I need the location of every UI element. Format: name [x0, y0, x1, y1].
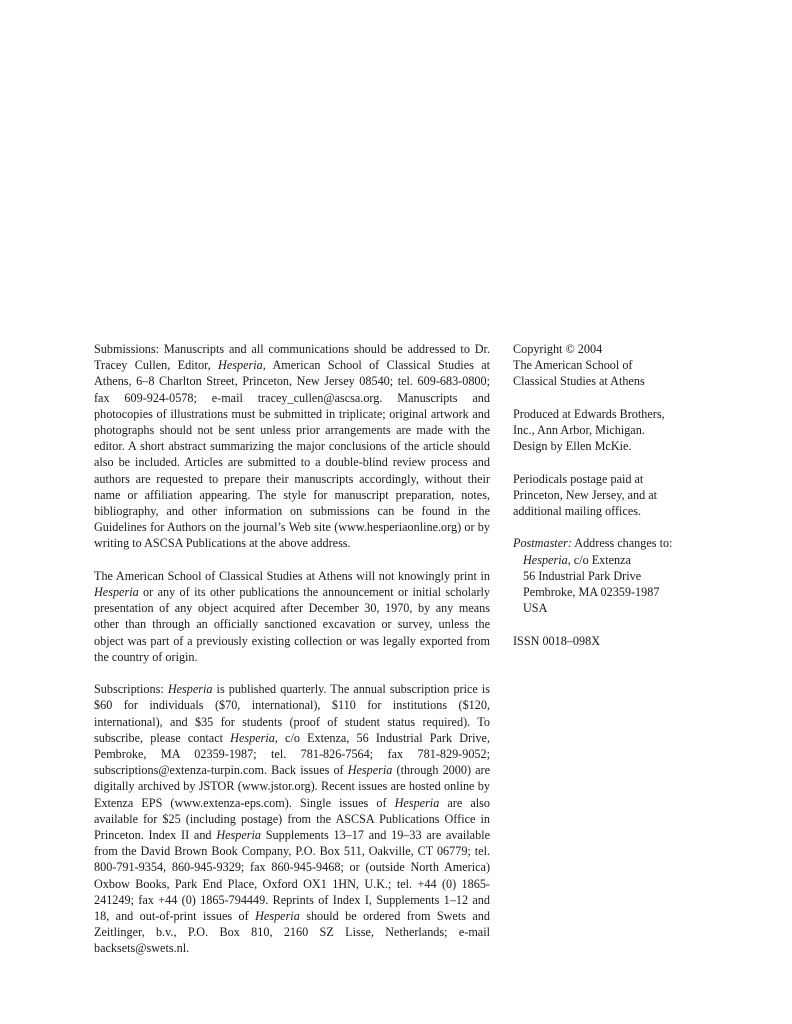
journal-title: Hesperia [394, 795, 440, 810]
journal-title: Hesperia [216, 828, 261, 843]
address-line: Pembroke, MA 02359-1987 [523, 585, 660, 599]
main-column [94, 341, 490, 973]
journal-title: Hesperia [230, 730, 275, 745]
policy-text-2: or any of its other publications the announcement or initial scholarly presentation of any object acquired after December 30, 1970, by any means other than through an officially sanctioned excavation or survey, unless the object was part of a previously existing collection or was legally exported from the country of origin. [94, 585, 490, 664]
subscriptions-text-1: Subscriptions: [94, 682, 168, 697]
journal-title: Hesperia [347, 763, 393, 778]
subscriptions-text-4: (through 2000) are digitally archived by JSTOR (www.jstor.org). Recent issues are hosted online by Extenza EPS (www.extenza-eps.com). Single issues of [94, 763, 490, 810]
subscriptions-text-5: are also available for $25 (including postage) from the ASCSA Publications Office in Princeton. Index II and [94, 795, 490, 843]
copyright-line: Copyright © 2004 [513, 342, 603, 356]
postmaster-heading [513, 535, 713, 551]
submissions-text-1: Submissions: Manuscripts and all communications should be addressed to Dr. Tracey Cullen, Editor, [94, 342, 490, 373]
subscriptions-text-7: should be ordered from Swets and Zeitlinger, b.v., P.O. Box 810, 2160 SZ Lisse, Netherlands; e-mail backsets@swets.nl. [94, 909, 490, 956]
journal-title: Hesperia [218, 358, 263, 373]
acquisition-policy-paragraph [94, 568, 490, 665]
postage-line: additional mailing offices. [513, 504, 642, 518]
submissions-text-2: , American School of Classical Studies at Athens, 6–8 Charlton Street, Princeton, New Jersey 08540; tel. 609-683-0800; fax 609-924-0578; e-mail tracey_cullen@ascsa.org. Manuscripts and photocopies of illustrations must be submitted in triplicate; original artwork and photographs should not be sent unless prior arrangements are made with the editor. A short abstract summarizing the major conclusions of the article should also be included. Articles are submitted to a double-blind review process and authors are requested to prepare their manuscripts accordingly, without their name or affiliation appearing. The style for manuscript preparation, notes, bibliography, and other information on submissions can be found in the Guidelines for Authors on the journal’s Web site (www.hesperiaonline.org) or by writing to ASCSA Publications at the above address. [94, 358, 490, 551]
address-line: USA [523, 601, 548, 616]
issn-block [513, 633, 713, 649]
journal-title: Hesperia [255, 909, 300, 924]
copyright-line: Classical Studies at Athens [513, 374, 645, 389]
issn-number: ISSN 0018–098X [513, 633, 601, 648]
copyright-block [513, 341, 713, 390]
address-line [513, 552, 713, 568]
subscriptions-paragraph [94, 681, 490, 956]
postmaster-text: Address changes to: [571, 536, 673, 551]
policy-text-1: The American School of Classical Studies at Athens will not knowingly print in [94, 568, 490, 583]
copyright-line: The American School of [513, 358, 633, 373]
postage-block [513, 471, 713, 520]
address-line-rest: , c/o Extenza [567, 552, 631, 567]
subscriptions-text-3: , c/o Extenza, 56 Industrial Park Drive, Pembroke, MA 02359-1987; tel. 781-826-7564; fax 781-829-9052; subscriptions@extenza-turpin.com. Back issues of [94, 730, 491, 778]
production-block [513, 406, 713, 455]
production-line: Inc., Ann Arbor, Michigan. [513, 423, 645, 437]
subscriptions-text-2: is published quarterly. The annual subscription price is $60 for individuals ($70, international), $110 for institutions ($120, international), and $35 for students (proof of student status required). To subscribe, please contact [94, 682, 491, 745]
postmaster-block [513, 535, 713, 616]
postmaster-label: Postmaster: [513, 536, 572, 551]
journal-title: Hesperia [167, 682, 213, 697]
journal-title: Hesperia [94, 585, 139, 600]
submissions-paragraph [94, 341, 490, 552]
journal-title: Hesperia [523, 552, 568, 567]
postage-line: Periodicals postage paid at [513, 471, 644, 486]
production-line: Design by Ellen McKie. [513, 439, 632, 454]
subscriptions-text-6: Supplements 13–17 and 19–33 are available from the David Brown Book Company, P.O. Box 511, Oakville, CT 06779; tel. 800-791-9354, 860-945-9329; fax 860-945-9468; or (outside North America) Oxbow Books, Park End Place, Oxford OX1 1HN, U.K.; tel. +44 (0) 1865-241249; fax +44 (0) 1865-794449. Reprints of Index I, Supplements 1–12 and 18, and out-of-print issues of [94, 828, 490, 924]
sidebar-column [513, 341, 713, 665]
postage-line: Princeton, New Jersey, and at [513, 487, 658, 502]
production-line: Produced at Edwards Brothers, [513, 406, 665, 421]
address-line: 56 Industrial Park Drive [523, 568, 642, 583]
